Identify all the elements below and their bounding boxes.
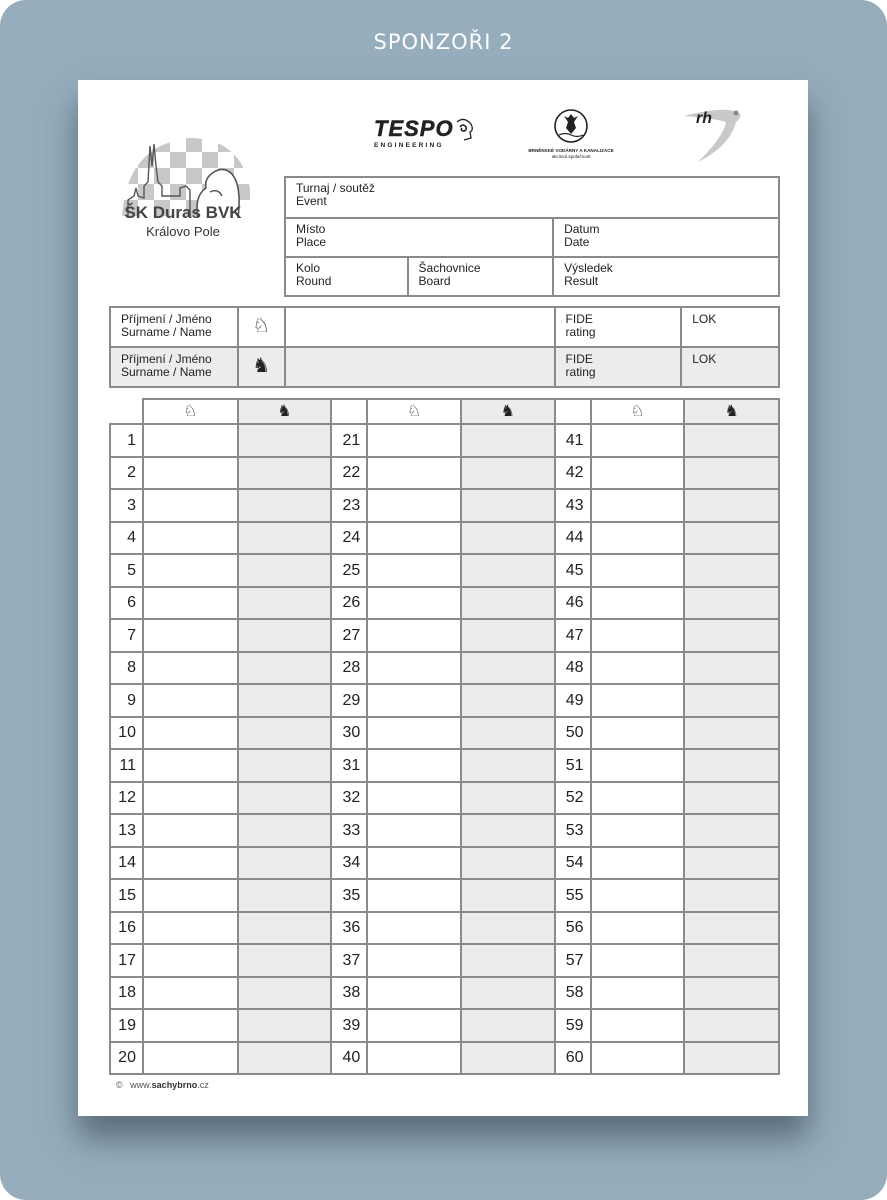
- white-knight-icon: ♘: [252, 314, 271, 337]
- move-number: 30: [331, 717, 367, 750]
- bvk-line1: BRNĚNSKÉ VODÁRNY A KANALIZACE: [528, 148, 614, 153]
- black-move-cell[interactable]: [238, 944, 332, 977]
- result-label-en: Result: [564, 274, 599, 288]
- black-move-cell[interactable]: [684, 1009, 779, 1042]
- player-row-black: [110, 347, 779, 387]
- white-knight-icon: ♘: [630, 403, 645, 420]
- move-number: 46: [555, 587, 591, 620]
- lok-label: LOK: [692, 352, 717, 366]
- move-number: 12: [110, 782, 143, 815]
- white-move-cell[interactable]: [143, 847, 238, 880]
- move-number: 52: [555, 782, 591, 815]
- header-blank: [110, 399, 143, 424]
- black-move-cell[interactable]: [238, 814, 332, 847]
- black-move-cell[interactable]: [684, 1042, 779, 1075]
- black-move-cell[interactable]: [684, 522, 779, 555]
- black-move-cell[interactable]: [238, 652, 332, 685]
- black-move-cell[interactable]: [238, 587, 332, 620]
- black-move-cell[interactable]: [684, 847, 779, 880]
- white-move-cell[interactable]: [143, 489, 238, 522]
- white-move-cell[interactable]: [367, 554, 461, 587]
- round-label-cz: Kolo: [296, 261, 321, 275]
- move-number: 45: [555, 554, 591, 587]
- black-move-cell[interactable]: [238, 847, 332, 880]
- black-move-cell[interactable]: [461, 814, 555, 847]
- black-move-cell[interactable]: [684, 684, 779, 717]
- move-row: [110, 814, 779, 847]
- bvk-line2: akciová společnost: [551, 154, 591, 159]
- lok-label: LOK: [692, 312, 717, 326]
- black-fide-rating-field[interactable]: [555, 347, 682, 387]
- black-move-cell[interactable]: [238, 684, 332, 717]
- black-move-cell[interactable]: [461, 847, 555, 880]
- move-number: 25: [331, 554, 367, 587]
- white-move-cell[interactable]: [143, 424, 238, 457]
- move-number: 35: [331, 879, 367, 912]
- black-move-cell[interactable]: [461, 944, 555, 977]
- black-move-cell[interactable]: [238, 1042, 332, 1075]
- move-number: 44: [555, 522, 591, 555]
- board-field[interactable]: [408, 257, 554, 296]
- black-move-cell[interactable]: [461, 522, 555, 555]
- move-number: 17: [110, 944, 143, 977]
- move-number: 38: [331, 977, 367, 1010]
- white-move-cell[interactable]: [591, 977, 685, 1010]
- sponsor-rh: [682, 106, 744, 166]
- white-move-cell[interactable]: [143, 522, 238, 555]
- club-subtitle: Královo Pole: [146, 224, 220, 239]
- move-number: 7: [110, 619, 143, 652]
- black-move-cell[interactable]: [238, 717, 332, 750]
- black-move-cell[interactable]: [238, 489, 332, 522]
- white-move-cell[interactable]: [591, 847, 685, 880]
- white-move-cell[interactable]: [591, 814, 685, 847]
- move-row: [110, 912, 779, 945]
- black-move-cell[interactable]: [684, 879, 779, 912]
- black-move-cell[interactable]: [684, 717, 779, 750]
- move-number: 22: [331, 457, 367, 490]
- rh-swoosh-icon: [682, 106, 744, 166]
- black-move-cell[interactable]: [461, 684, 555, 717]
- move-row: [110, 554, 779, 587]
- black-move-cell[interactable]: [461, 554, 555, 587]
- fide-label: FIDE: [565, 312, 593, 326]
- move-number: 37: [331, 944, 367, 977]
- black-move-header: [238, 399, 332, 424]
- round-label-en: Round: [296, 274, 332, 288]
- black-move-cell[interactable]: [684, 749, 779, 782]
- move-row: [110, 489, 779, 522]
- move-number: 32: [331, 782, 367, 815]
- black-move-cell[interactable]: [238, 782, 332, 815]
- move-row: [110, 684, 779, 717]
- move-number: 34: [331, 847, 367, 880]
- white-move-cell[interactable]: [367, 847, 461, 880]
- footer-suffix: .cz: [197, 1080, 209, 1090]
- white-move-cell[interactable]: [367, 522, 461, 555]
- move-number: 10: [110, 717, 143, 750]
- white-lok-field[interactable]: [681, 307, 779, 347]
- black-knight-icon: ♞: [277, 403, 292, 420]
- move-number: 60: [555, 1042, 591, 1075]
- move-number: 31: [331, 749, 367, 782]
- move-number: 20: [110, 1042, 143, 1075]
- black-move-cell[interactable]: [461, 587, 555, 620]
- move-number: 50: [555, 717, 591, 750]
- place-label-cz: Místo: [296, 222, 326, 236]
- white-move-cell[interactable]: [367, 457, 461, 490]
- copyright-symbol: ©: [116, 1080, 123, 1090]
- sponsor-tespo: [374, 116, 474, 149]
- black-lok-field[interactable]: [681, 347, 779, 387]
- moves-header-row: [110, 399, 779, 424]
- moves-body: [110, 424, 779, 1074]
- black-move-cell[interactable]: [684, 489, 779, 522]
- white-fide-rating-field[interactable]: [555, 307, 682, 347]
- move-row: [110, 619, 779, 652]
- white-move-cell[interactable]: [591, 554, 685, 587]
- white-player-name-field[interactable]: [285, 307, 555, 347]
- footer-credit: [116, 1080, 209, 1090]
- white-move-cell[interactable]: [591, 1009, 685, 1042]
- white-move-header: [143, 399, 238, 424]
- black-move-cell[interactable]: [684, 587, 779, 620]
- move-number: 29: [331, 684, 367, 717]
- header-number-cell: [331, 399, 367, 424]
- black-move-cell[interactable]: [684, 912, 779, 945]
- move-number: 28: [331, 652, 367, 685]
- place-label-en: Place: [296, 235, 327, 249]
- white-move-cell[interactable]: [591, 1042, 685, 1075]
- white-move-cell[interactable]: [143, 554, 238, 587]
- move-number: 49: [555, 684, 591, 717]
- black-move-cell[interactable]: [461, 782, 555, 815]
- move-number: 59: [555, 1009, 591, 1042]
- board-label-cz: Šachovnice: [418, 261, 481, 275]
- footer-prefix: www.: [130, 1080, 152, 1090]
- black-move-cell[interactable]: [461, 977, 555, 1010]
- white-move-cell[interactable]: [143, 782, 238, 815]
- move-number: 43: [555, 489, 591, 522]
- black-move-cell[interactable]: [461, 619, 555, 652]
- move-number: 42: [555, 457, 591, 490]
- white-move-cell[interactable]: [367, 619, 461, 652]
- result-label-cz: Výsledek: [564, 261, 613, 275]
- move-number: 51: [555, 749, 591, 782]
- frame-title: SPONZOŘI 2: [373, 30, 514, 54]
- white-knight-icon: ♘: [183, 403, 198, 420]
- white-move-cell[interactable]: [591, 587, 685, 620]
- rating-label: rating: [565, 325, 596, 339]
- black-move-cell[interactable]: [684, 977, 779, 1010]
- white-move-cell[interactable]: [591, 749, 685, 782]
- move-number: 21: [331, 424, 367, 457]
- bvk-emblem-icon: [552, 108, 590, 144]
- white-move-cell[interactable]: [143, 619, 238, 652]
- move-number: 19: [110, 1009, 143, 1042]
- move-number: 11: [110, 749, 143, 782]
- move-number: 24: [331, 522, 367, 555]
- move-number: 57: [555, 944, 591, 977]
- move-number: 27: [331, 619, 367, 652]
- move-number: 26: [331, 587, 367, 620]
- white-move-cell[interactable]: [367, 587, 461, 620]
- white-move-cell[interactable]: [367, 912, 461, 945]
- black-move-cell[interactable]: [238, 879, 332, 912]
- black-move-cell[interactable]: [684, 652, 779, 685]
- move-number: 15: [110, 879, 143, 912]
- event-field[interactable]: [285, 177, 779, 218]
- move-number: 4: [110, 522, 143, 555]
- black-knight-icon: ♞: [252, 354, 271, 377]
- moves-table: [109, 398, 780, 1075]
- black-knight-icon: ♞: [724, 403, 739, 420]
- white-move-header: [591, 399, 685, 424]
- white-move-cell[interactable]: [367, 489, 461, 522]
- black-move-cell[interactable]: [461, 879, 555, 912]
- move-number: 9: [110, 684, 143, 717]
- white-move-cell[interactable]: [591, 944, 685, 977]
- move-number: 3: [110, 489, 143, 522]
- round-field[interactable]: [285, 257, 408, 296]
- white-knight-icon: ♘: [406, 403, 422, 420]
- scoresheet-page: [78, 80, 808, 1116]
- black-move-cell[interactable]: [238, 522, 332, 555]
- move-row: [110, 977, 779, 1010]
- footer-domain: sachybrno: [151, 1080, 198, 1090]
- tespo-tagline: ENGINEERING: [374, 142, 444, 149]
- white-move-cell[interactable]: [591, 912, 685, 945]
- move-number: 58: [555, 977, 591, 1010]
- move-number: 2: [110, 457, 143, 490]
- black-move-cell[interactable]: [461, 489, 555, 522]
- black-move-cell[interactable]: [684, 814, 779, 847]
- move-number: 5: [110, 554, 143, 587]
- move-row: [110, 717, 779, 750]
- white-move-cell[interactable]: [367, 717, 461, 750]
- white-move-cell[interactable]: [367, 814, 461, 847]
- black-move-cell[interactable]: [238, 619, 332, 652]
- head-swirl-icon: [454, 118, 474, 142]
- white-move-cell[interactable]: [143, 684, 238, 717]
- rating-label: rating: [565, 365, 596, 379]
- white-move-cell[interactable]: [367, 944, 461, 977]
- black-move-cell[interactable]: [461, 424, 555, 457]
- white-move-cell[interactable]: [367, 879, 461, 912]
- white-move-cell[interactable]: [367, 684, 461, 717]
- move-number: 18: [110, 977, 143, 1010]
- white-move-cell[interactable]: [591, 522, 685, 555]
- move-row: [110, 1042, 779, 1075]
- white-move-cell[interactable]: [367, 749, 461, 782]
- surname-label-en: Surname / Name: [121, 365, 212, 379]
- white-move-cell[interactable]: [591, 652, 685, 685]
- date-label-en: Date: [564, 235, 590, 249]
- result-field[interactable]: [553, 257, 779, 296]
- tespo-logo-text: TESPO: [374, 116, 454, 141]
- black-move-cell[interactable]: [684, 619, 779, 652]
- black-move-cell[interactable]: [684, 554, 779, 587]
- move-row: [110, 782, 779, 815]
- move-number: 36: [331, 912, 367, 945]
- date-field[interactable]: [553, 218, 779, 257]
- white-move-cell[interactable]: [591, 489, 685, 522]
- white-move-cell[interactable]: [143, 1042, 238, 1075]
- move-row: [110, 1009, 779, 1042]
- move-number: 55: [555, 879, 591, 912]
- white-move-cell[interactable]: [591, 457, 685, 490]
- white-move-cell[interactable]: [143, 457, 238, 490]
- white-move-cell[interactable]: [143, 977, 238, 1010]
- white-move-cell[interactable]: [591, 782, 685, 815]
- black-move-header: [461, 399, 555, 424]
- white-move-header: [367, 399, 461, 424]
- date-label-cz: Datum: [564, 222, 600, 236]
- rh-logo-text: rh: [696, 110, 712, 127]
- white-move-cell[interactable]: [591, 684, 685, 717]
- move-row: [110, 749, 779, 782]
- fide-label: FIDE: [565, 352, 593, 366]
- surname-label-en: Surname / Name: [121, 325, 212, 339]
- white-move-cell[interactable]: [143, 652, 238, 685]
- black-move-cell[interactable]: [238, 554, 332, 587]
- header-number-cell: [555, 399, 591, 424]
- move-number: 1: [110, 424, 143, 457]
- move-number: 39: [331, 1009, 367, 1042]
- black-move-cell[interactable]: [461, 749, 555, 782]
- black-move-cell[interactable]: [684, 944, 779, 977]
- move-number: 41: [555, 424, 591, 457]
- black-move-cell[interactable]: [684, 782, 779, 815]
- black-move-cell[interactable]: [461, 912, 555, 945]
- black-move-cell[interactable]: [238, 1009, 332, 1042]
- move-number: 48: [555, 652, 591, 685]
- black-move-cell[interactable]: [238, 912, 332, 945]
- move-row: [110, 652, 779, 685]
- event-label-cz: Turnaj / soutěž: [296, 181, 375, 195]
- club-name: ŠK Duras BVK: [124, 203, 242, 222]
- move-row: [110, 424, 779, 457]
- white-move-cell[interactable]: [143, 912, 238, 945]
- white-move-cell[interactable]: [367, 977, 461, 1010]
- black-player-name-field[interactable]: [285, 347, 555, 387]
- white-move-cell[interactable]: [591, 424, 685, 457]
- white-move-cell[interactable]: [367, 1009, 461, 1042]
- event-label-en: Event: [296, 194, 327, 208]
- move-number: 47: [555, 619, 591, 652]
- black-move-header: [684, 399, 779, 424]
- move-row: [110, 457, 779, 490]
- white-move-cell[interactable]: [367, 782, 461, 815]
- black-move-cell[interactable]: [461, 1042, 555, 1075]
- black-move-cell[interactable]: [461, 652, 555, 685]
- move-row: [110, 944, 779, 977]
- black-move-cell[interactable]: [684, 424, 779, 457]
- surname-label-cz: Příjmení / Jméno: [121, 312, 212, 326]
- white-move-cell[interactable]: [143, 1009, 238, 1042]
- move-number: 16: [110, 912, 143, 945]
- move-number: 6: [110, 587, 143, 620]
- black-move-cell[interactable]: [238, 977, 332, 1010]
- event-info-table: [284, 176, 780, 297]
- black-move-cell[interactable]: [238, 424, 332, 457]
- move-number: 8: [110, 652, 143, 685]
- white-move-cell[interactable]: [143, 587, 238, 620]
- white-move-cell[interactable]: [591, 619, 685, 652]
- board-label-en: Board: [418, 274, 451, 288]
- black-move-cell[interactable]: [238, 457, 332, 490]
- black-move-cell[interactable]: [684, 457, 779, 490]
- black-move-cell[interactable]: [238, 749, 332, 782]
- white-move-cell[interactable]: [367, 652, 461, 685]
- white-move-cell[interactable]: [367, 1042, 461, 1075]
- move-number: 54: [555, 847, 591, 880]
- move-row: [110, 847, 779, 880]
- move-number: 53: [555, 814, 591, 847]
- white-move-cell[interactable]: [143, 879, 238, 912]
- black-move-cell[interactable]: [461, 1009, 555, 1042]
- move-number: 23: [331, 489, 367, 522]
- move-number: 56: [555, 912, 591, 945]
- move-row: [110, 587, 779, 620]
- white-move-cell[interactable]: [591, 879, 685, 912]
- move-number: 33: [331, 814, 367, 847]
- players-table: [109, 306, 780, 388]
- black-move-cell[interactable]: [461, 717, 555, 750]
- white-move-cell[interactable]: [143, 749, 238, 782]
- player-row-white: [110, 307, 779, 347]
- white-move-cell[interactable]: [143, 717, 238, 750]
- white-move-cell[interactable]: [591, 717, 685, 750]
- move-row: [110, 522, 779, 555]
- move-number: 13: [110, 814, 143, 847]
- surname-label-cz: Příjmení / Jméno: [121, 352, 212, 366]
- white-move-cell[interactable]: [143, 944, 238, 977]
- move-number: 40: [331, 1042, 367, 1075]
- move-number: 14: [110, 847, 143, 880]
- black-move-cell[interactable]: [461, 457, 555, 490]
- black-knight-icon: ♞: [500, 403, 515, 420]
- move-row: [110, 879, 779, 912]
- white-move-cell[interactable]: [367, 424, 461, 457]
- white-move-cell[interactable]: [143, 814, 238, 847]
- place-field[interactable]: [285, 218, 553, 257]
